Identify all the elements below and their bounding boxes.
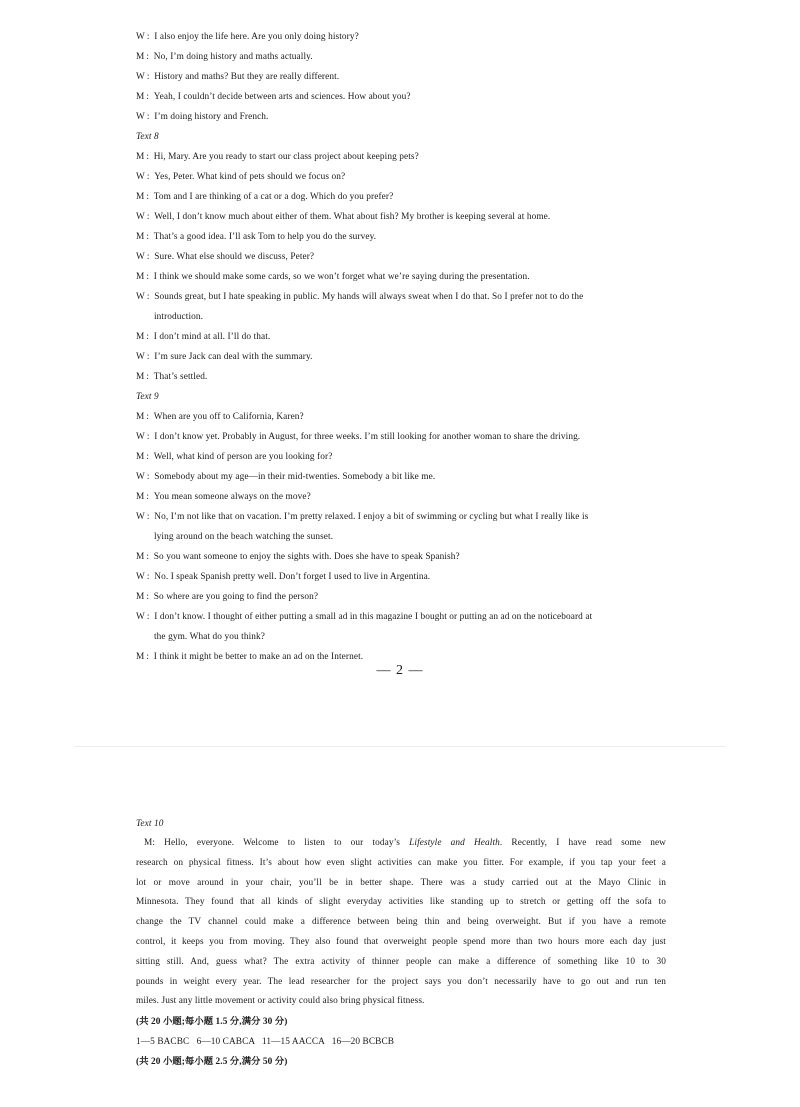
speaker-separator: : xyxy=(144,112,155,122)
speaker-label: M xyxy=(136,272,145,282)
dialogue-line xyxy=(136,487,666,507)
utterance: Tom and I are thinking of a cat or a dog. Which do you prefer? xyxy=(153,192,394,202)
speaker-label: M xyxy=(136,372,145,382)
speaker-separator: : xyxy=(144,452,154,462)
utterance: When are you off to California, Karen? xyxy=(153,412,304,422)
speaker-label: M xyxy=(136,492,145,502)
speaker-label: M xyxy=(136,452,145,462)
dialogue-lines xyxy=(136,27,666,667)
dialogue-line-continuation: the gym. What do you think? xyxy=(154,632,265,642)
speaker-separator: : xyxy=(144,552,154,562)
speaker-label: W xyxy=(136,72,145,82)
dialogue-line xyxy=(136,447,666,467)
speaker-separator: : xyxy=(144,232,154,242)
utterance: No, I’m doing history and maths actually. xyxy=(153,52,313,62)
speaker-separator: : xyxy=(144,592,154,602)
speaker-separator: : xyxy=(144,512,155,522)
dialogue-line xyxy=(136,247,666,267)
speaker-label: M xyxy=(136,332,145,342)
dialogue-line xyxy=(136,187,666,207)
dialogue-line xyxy=(136,327,666,347)
utterance: Sounds great, but I hate speaking in public. My hands will always sweat when I do that. So I prefer not to do the xyxy=(154,292,584,302)
dialogue-line xyxy=(136,467,666,487)
utterance: Sure. What else should we discuss, Peter? xyxy=(154,252,315,262)
utterance: Well, I don’t know much about either of them. What about fish? My brother is keeping several at home. xyxy=(154,212,551,222)
paragraph-line: change the TV channel could make a difference between being thin and being overweight. But if you have a remote xyxy=(136,917,666,928)
speaker-label: M xyxy=(136,232,145,242)
speaker-label: M xyxy=(136,412,145,422)
dialogue-line xyxy=(136,207,666,227)
speaker-label: W xyxy=(136,612,145,622)
speaker-label: W xyxy=(136,172,145,182)
score-note-1: (共 20 小题;每小题 1.5 分,满分 30 分) xyxy=(136,1017,288,1028)
page-divider xyxy=(75,746,725,747)
utterance: Somebody about my age—in their mid-twenties. Somebody a bit like me. xyxy=(154,472,436,482)
utterance: That’s a good idea. I’ll ask Tom to help you do the survey. xyxy=(153,232,377,242)
utterance: I also enjoy the life here. Are you only doing history? xyxy=(154,32,359,42)
utterance: Yes, Peter. What kind of pets should we focus on? xyxy=(154,172,346,182)
speaker-label: M xyxy=(136,52,145,62)
speaker-label: W xyxy=(136,512,145,522)
speaker-separator: : xyxy=(144,172,155,182)
paragraph-line: miles. Just any little movement or activity could also bring physical fitness. xyxy=(136,996,425,1007)
utterance: Yeah, I couldn’t decide between arts and sciences. How about you? xyxy=(153,92,411,102)
speaker-separator: : xyxy=(144,412,154,422)
utterance: No. I speak Spanish pretty well. Don’t forget I used to live in Argentina. xyxy=(154,572,431,582)
speaker-separator: : xyxy=(144,252,155,262)
paragraph-line: M: Hello, everyone. Welcome to listen to our today’s Lifestyle and Health. Recently, I have read some new xyxy=(144,838,666,848)
dialogue-line xyxy=(136,47,666,67)
speaker-label: M xyxy=(136,552,145,562)
speaker-label: W xyxy=(136,472,145,482)
text-heading: Text 9 xyxy=(136,392,159,402)
utterance: So where are you going to find the person? xyxy=(153,592,319,602)
paragraph-line: pounds in weight every year. The lead researcher for the project says you don’t necessarily have to go out and run ten xyxy=(136,976,666,987)
dialogue-line xyxy=(136,607,666,627)
answer-key: 1—5 BACBC 6—10 CABCA 11—15 AACCA 16—20 BCBCB xyxy=(136,1037,395,1048)
paragraph-line: research on physical fitness. It’s about how even slight activities can make you fitter. For example, if you tap your feet a xyxy=(136,857,666,868)
speaker-label: M xyxy=(136,652,145,662)
dialogue-line xyxy=(136,267,666,287)
dialogue-line xyxy=(136,507,666,527)
utterance: Hi, Mary. Are you ready to start our class project about keeping pets? xyxy=(153,152,419,162)
dialogue-line-continuation: introduction. xyxy=(154,312,204,322)
dialogue-line xyxy=(136,567,666,587)
dialogue-line xyxy=(136,287,666,307)
speaker-label: M xyxy=(136,152,145,162)
utterance: History and maths? But they are really different. xyxy=(154,72,340,82)
dialogue-line xyxy=(136,347,666,367)
speaker-separator: : xyxy=(144,652,154,662)
text-heading: Text 10 xyxy=(136,819,164,829)
speaker-label: M xyxy=(136,192,145,202)
dialogue-line xyxy=(136,227,666,247)
speaker-separator: : xyxy=(144,32,155,42)
utterance: I don’t know. I thought of either putting a small ad in this magazine I bought or putting an ad on the noticeboard at xyxy=(154,612,593,622)
speaker-separator: : xyxy=(144,52,154,62)
paragraph-line: sitting still. And, guess what? The extra activity of thinner people can make a difference of something like 10 to 30 xyxy=(136,956,666,967)
speaker-separator: : xyxy=(144,612,155,622)
dialogue-line xyxy=(136,587,666,607)
speaker-separator: : xyxy=(144,372,154,382)
utterance: Well, what kind of person are you looking for? xyxy=(153,452,333,462)
speaker-separator: : xyxy=(144,432,155,442)
utterance: I don’t mind at all. I’ll do that. xyxy=(153,332,271,342)
utterance: I don’t know yet. Probably in August, for three weeks. I’m still looking for another woman to share the driving. xyxy=(154,432,581,442)
program-title: Lifestyle and Health xyxy=(409,838,500,848)
speaker-label: W xyxy=(136,572,145,582)
speaker-label: W xyxy=(136,292,145,302)
monologue-paragraph xyxy=(136,834,666,1012)
utterance: I’m sure Jack can deal with the summary. xyxy=(154,352,313,362)
page-number: — 2 — xyxy=(376,663,424,678)
bottom-content xyxy=(136,814,666,1072)
utterance: You mean someone always on the move? xyxy=(153,492,311,502)
speaker-label: W xyxy=(136,352,145,362)
score-note-2: (共 20 小题;每小题 2.5 分,满分 50 分) xyxy=(136,1057,288,1068)
utterance: I think we should make some cards, so we won’t forget what we’re saying during the presentation. xyxy=(153,272,530,282)
speaker-label: M xyxy=(136,92,145,102)
dialogue-line xyxy=(136,427,666,447)
dialogue-line-continuation: lying around on the beach watching the sunset. xyxy=(154,532,334,542)
utterance: So you want someone to enjoy the sights with. Does she have to speak Spanish? xyxy=(153,552,460,562)
paragraph-line: control, it keeps you from moving. They also found that overweight people spend more than two hours more each day just xyxy=(136,936,666,947)
paragraph-line: lot or move around in your chair, you’ll be in better shape. There was a study carried out at the Mayo Clinic in xyxy=(136,877,666,888)
speaker-separator: : xyxy=(144,472,155,482)
speaker-label: W xyxy=(136,212,145,222)
utterance: That’s settled. xyxy=(153,372,208,382)
speaker-separator: : xyxy=(144,152,154,162)
dialogue-line xyxy=(136,107,666,127)
speaker-separator: : xyxy=(144,492,154,502)
dialogue-line xyxy=(136,27,666,47)
text-heading: Text 8 xyxy=(136,132,159,142)
speaker-separator: : xyxy=(144,192,154,202)
speaker-label: W xyxy=(136,432,145,442)
utterance: No, I’m not like that on vacation. I’m pretty relaxed. I enjoy a bit of swimming or cycling but what I really like is xyxy=(154,512,589,522)
dialogue-line xyxy=(136,87,666,107)
speaker-separator: : xyxy=(144,92,154,102)
speaker-label: W xyxy=(136,32,145,42)
speaker-separator: : xyxy=(144,572,155,582)
dialogue-line xyxy=(136,147,666,167)
dialogue-line xyxy=(136,167,666,187)
speaker-label: M xyxy=(136,592,145,602)
speaker-separator: : xyxy=(144,272,154,282)
speaker-separator: : xyxy=(144,352,155,362)
paragraph-line: Minnesota. They found that all kinds of slight everyday activities like standing up to stretch or getting off the sofa to xyxy=(136,897,666,908)
speaker-separator: : xyxy=(144,72,155,82)
dialogue-line xyxy=(136,67,666,87)
dialogue-line xyxy=(136,407,666,427)
speaker-separator: : xyxy=(144,212,155,222)
speaker-label: W xyxy=(136,112,145,122)
utterance: I think it might be better to make an ad on the Internet. xyxy=(153,652,364,662)
dialogue-line xyxy=(136,367,666,387)
speaker-label: W xyxy=(136,252,145,262)
dialogue-line xyxy=(136,547,666,567)
speaker-separator: : xyxy=(144,292,155,302)
page-bottom xyxy=(0,748,800,1107)
speaker-separator: : xyxy=(144,332,154,342)
utterance: I’m doing history and French. xyxy=(154,112,269,122)
